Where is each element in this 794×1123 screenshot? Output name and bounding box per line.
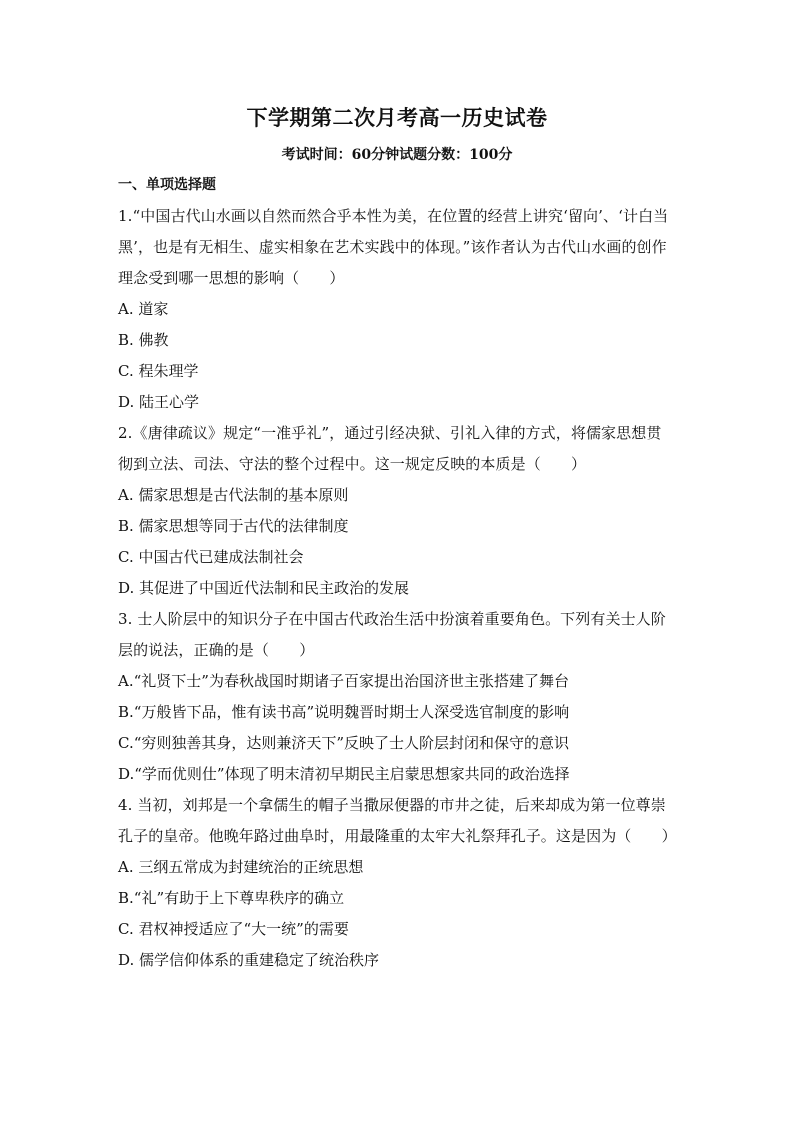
option-b: B. 儒家思想等同于古代的法律制度 [118, 517, 349, 535]
section-heading: 一、单项选择题 [118, 177, 216, 193]
exam-title: 下学期第二次月考高一历史试卷 [246, 105, 548, 130]
option-d: D. 其促进了中国近代法制和民主政治的发展 [118, 579, 410, 597]
option-a: A. 儒家思想是古代法制的基本原则 [118, 486, 349, 504]
question-stem: 4. 当初，刘邦是一个拿儒生的帽子当撒尿便器的市井之徒，后来却成为第一位尊崇孔子的皇帝。他晚年路过曲阜时，用最隆重的太牢大礼祭拜孔子。这是因为（ ） [118, 796, 677, 845]
option-b: B.“礼”有助于上下尊卑秩序的确立 [118, 889, 345, 907]
option-c: C. 君权神授适应了“大一统”的需要 [118, 920, 349, 938]
question-1 [118, 201, 676, 418]
question-4 [118, 790, 676, 976]
option-b: B. 佛教 [118, 331, 169, 349]
question-list [118, 201, 676, 976]
question-stem: 2.《唐律疏议》规定“一准乎礼”，通过引经决狱、引礼入律的方式，将儒家思想贯彻到立法、司法、守法的整个过程中。这一规定反映的本质是（ ） [118, 424, 662, 473]
option-b: B.“万般皆下品，惟有读书高”说明魏晋时期士人深受选官制度的影响 [118, 703, 570, 721]
option-c: C. 程朱理学 [118, 362, 199, 380]
option-d: D. 陆王心学 [118, 393, 200, 411]
question-3 [118, 604, 676, 790]
option-a: A. 道家 [118, 300, 169, 318]
option-d: D. 儒学信仰体系的重建稳定了统治秩序 [118, 951, 380, 969]
option-c: C.“穷则独善其身，达则兼济天下”反映了士人阶层封闭和保守的意识 [118, 734, 570, 752]
exam-subtitle: 考试时间：60分钟试题分数：100分 [281, 147, 513, 163]
question-2 [118, 418, 676, 604]
option-c: C. 中国古代已建成法制社会 [118, 548, 304, 566]
option-d: D.“学而优则仕”体现了明末清初早期民主启蒙思想家共同的政治选择 [118, 765, 570, 783]
option-a: A.“礼贤下士”为春秋战国时期诸子百家提出治国济世主张搭建了舞台 [118, 672, 569, 690]
option-a: A. 三纲五常成为封建统治的正统思想 [118, 858, 364, 876]
question-stem: 3. 士人阶层中的知识分子在中国古代政治生活中扮演着重要角色。下列有关士人阶层的说法，正确的是（ ） [118, 610, 666, 659]
question-stem: 1.“中国古代山水画以自然而然合乎本性为美，在位置的经营上讲究‘留向’、‘计白当黑’，也是有无相生、虚实相象在艺术实践中的体现。”该作者认为古代山水画的创作理念受到哪一思想的影响（ ） [118, 207, 669, 287]
